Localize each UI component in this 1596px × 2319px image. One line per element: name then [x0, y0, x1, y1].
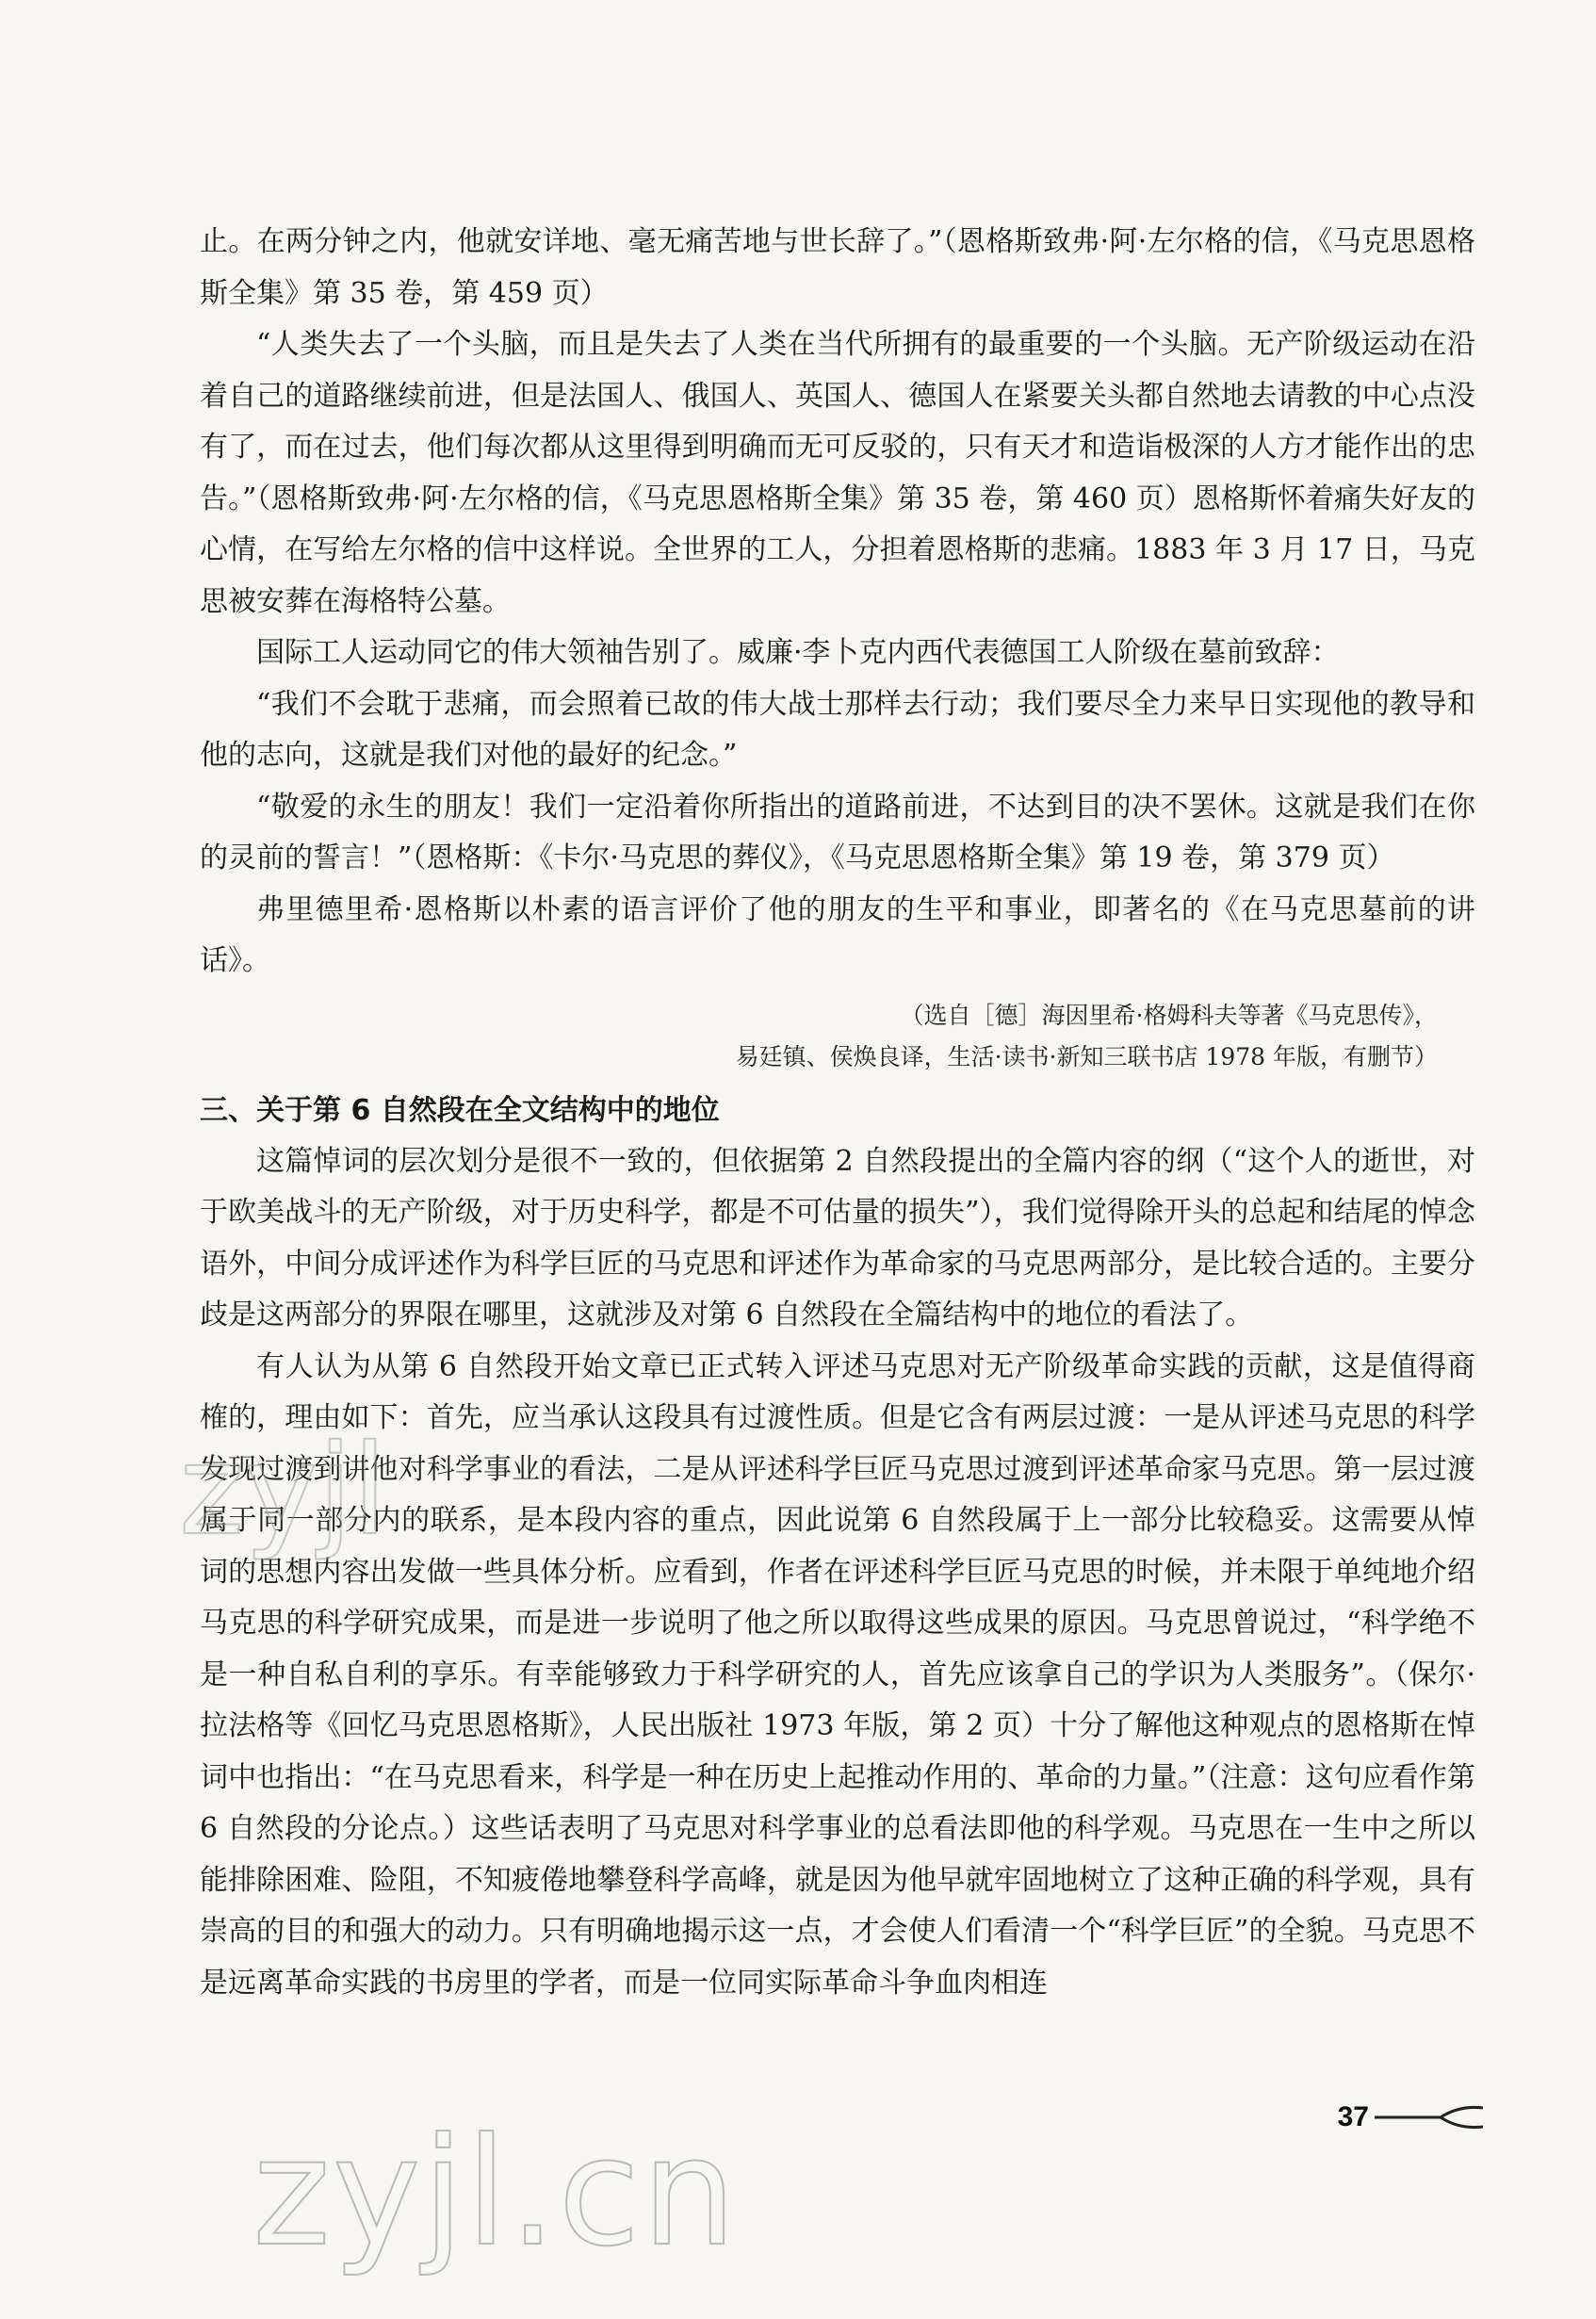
page-flourish-icon: [1375, 2103, 1488, 2131]
section-heading: 三、关于第 6 自然段在全文结构中的地位: [200, 1093, 720, 1127]
source-line-1: （选自［德］海因里希·格姆科夫等著《马克思传》，: [900, 1001, 1438, 1029]
paragraph-4: “我们不会耽于悲痛，而会照着已故的伟大战士那样去行动；我们要尽全力来早日实现他的教导和他的志向，这就是我们对他的最好的纪念。”: [200, 687, 1475, 772]
source-line-2: 易廷镇、侯焕良译，生活·读书·新知三联书店 1978 年版，有删节）: [735, 1042, 1438, 1070]
paragraph-5: “敬爱的永生的朋友！我们一定沿着你所指出的道路前进，不达到目的决不罢休。这就是我们在你的灵前的誓言！”（恩格斯：《卡尔·马克思的葬仪》，《马克思恩格斯全集》第 19 卷，第 379 页）: [200, 790, 1475, 874]
paragraph-2: “人类失去了一个头脑，而且是失去了人类在当代所拥有的最重要的一个头脑。无产阶级运动在沿着自己的道路继续前进，但是法国人、俄国人、英国人、德国人在紧要关头都自然地去请教的中心点没有了，而在过去，他们每次都从这里得到明确而无可反驳的，只有天才和造诣极深的人方才能作出的忠告。”（恩格斯致弗·阿·左尔格的信，《马克思恩格斯全集》第 35 卷，第 460 页）恩格斯怀着痛失好友的心情，在写给左尔格的信中这样说。全世界的工人，分担着恩格斯的悲痛。1883 年 3 月 17 日，马克思被安葬在海格特公墓。: [200, 328, 1475, 618]
paragraph-6: 弗里德里希·恩格斯以朴素的语言评价了他的朋友的生平和事业，即著名的《在马克思墓前的讲话》。: [200, 892, 1475, 977]
paragraph-1: 止。在两分钟之内，他就安详地、毫无痛苦地与世长辞了。”（恩格斯致弗·阿·左尔格的信，《马克思恩格斯全集》第 35 卷，第 459 页）: [200, 225, 1475, 310]
paragraph-7: 这篇悼词的层次划分是很不一致的，但依据第 2 自然段提出的全篇内容的纲（“这个人的逝世，对于欧美战斗的无产阶级，对于历史科学，都是不可估量的损失”），我们觉得除开头的总起和结尾的悼念语外，中间分成评述作为科学巨匠的马克思和评述作为革命家的马克思两部分，是比较合适的。主要分歧是这两部分的界限在哪里，这就涉及对第 6 自然段在全篇结构中的地位的看法了。: [200, 1144, 1475, 1331]
page-footer: [1338, 2101, 1488, 2133]
watermark: zyjl.cn: [252, 2106, 739, 2279]
paragraph-3: 国际工人运动同它的伟大领袖告别了。威廉·李卜克内西代表德国工人阶级在墓前致辞：: [256, 636, 1340, 669]
watermark-mid: zyjl: [179, 1418, 387, 1563]
paragraph-8: 有人认为从第 6 自然段开始文章已正式转入评述马克思对无产阶级革命实践的贡献，这是值得商榷的，理由如下：首先，应当承认这段具有过渡性质。但是它含有两层过渡：一是从评述马克思的科学发现过渡到讲他对科学事业的看法，二是从评述科学巨匠马克思过渡到评述革命家马克思。第一层过渡属于同一部分内的联系，是本段内容的重点，因此说第 6 自然段属于上一部分比较稳妥。这需要从悼词的思想内容出发做一些具体分析。应看到，作者在评述科学巨匠马克思的时候，并未限于单纯地介绍马克思的科学研究成果，而是进一步说明了他之所以取得这些成果的原因。马克思曾说过，“科学绝不是一种自私自利的享乐。有幸能够致力于科学研究的人，首先应该拿自己的学识为人类服务”。（保尔·拉法格等《回忆马克思恩格斯》，人民出版社 1973 年版，第 2 页）十分了解他这种观点的恩格斯在悼词中也指出：“在马克思看来，科学是一种在历史上起推动作用的、革命的力量。”（注意：这句应看作第 6 自然段的分论点。）这些话表明了马克思对科学事业的总看法即他的科学观。马克思在一生中之所以能排除困难、险阻，不知疲倦地攀登科学高峰，就是因为他早就牢固地树立了这种正确的科学观，具有崇高的目的和强大的动力。只有明确地揭示这一点，才会使人们看清一个“科学巨匠”的全貌。马克思不是远离革命实践的书房里的学者，而是一位同实际革命斗争血肉相连: [200, 1349, 1475, 2000]
page-number: 37: [1337, 2101, 1369, 2132]
source-citation: [200, 995, 1438, 1078]
